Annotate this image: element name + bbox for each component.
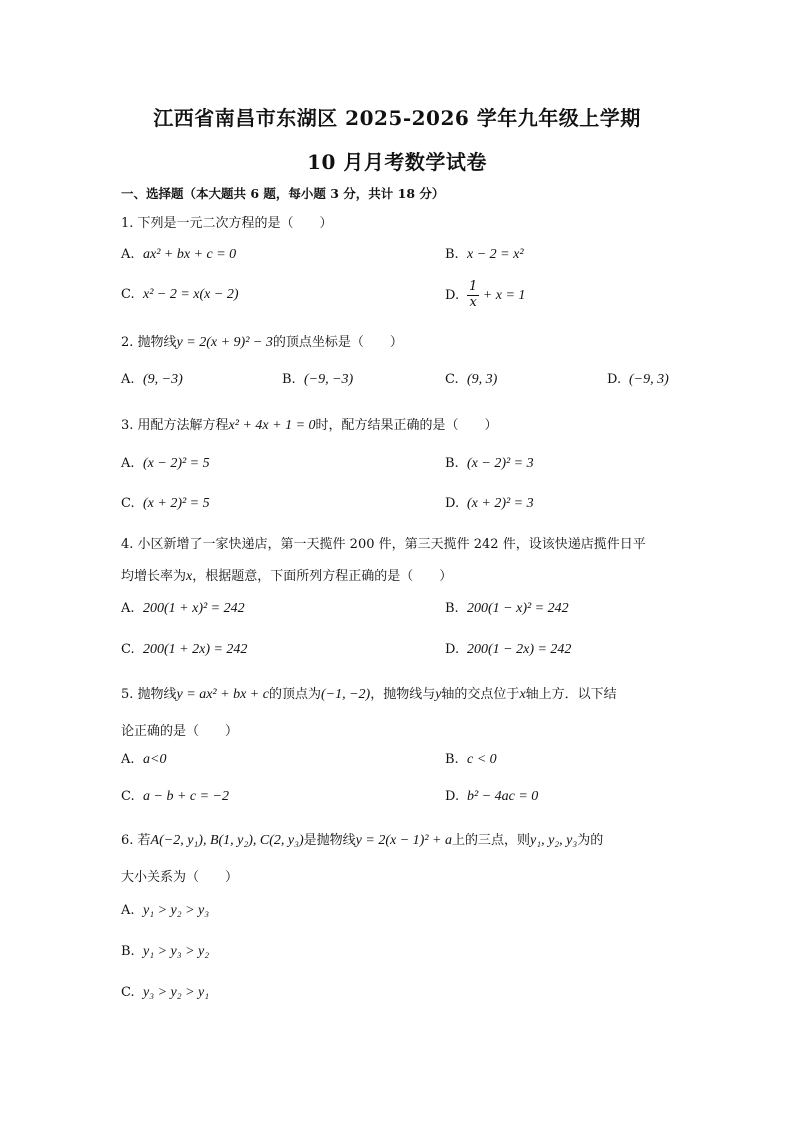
option-letter: C. [121,287,135,302]
question-3-stem: 3. 用配方法解方程x² + 4x + 1 = 0时，配方结果正确的是（ ） [121,418,498,433]
option-letter: B. [445,247,459,262]
q3-option-a[interactable]: A. (x − 2)² = 5 [121,456,210,471]
q2-option-c[interactable]: C. (9, 3) [445,372,498,387]
q1-option-a[interactable] [121,247,236,263]
q4-option-d[interactable]: D. 200(1 − 2x) = 242 [445,642,572,657]
option-letter: A. [121,247,135,262]
q3-option-c[interactable]: C. (x + 2)² = 5 [121,496,210,511]
question-2-stem: 2. 抛物线y = 2(x + 9)² − 3的顶点坐标是（ ） [121,335,403,350]
q5-option-b[interactable]: B. c < 0 [445,752,497,767]
q6-option-c[interactable]: C. y₃ > y₂ > y₁ [121,985,210,1000]
question-6-stem-line1: 6. 若A(−2, y₁), B(1, y₂), C(2, y₃)是抛物线y = 2(x − 1)² + a上的三点，则y₁, y₂, y₃为的 [121,833,604,848]
question-4-stem-line1: 4. 小区新增了一家快递店，第一天揽件 200 件，第三天揽件 242 件，设该快递店揽件日平 [121,537,646,552]
q5-option-c[interactable]: C. a − b + c = −2 [121,789,230,804]
question-5-stem-line1: 5. 抛物线y = ax² + bx + c的顶点为(−1, −2)，抛物线与y轴的交点位于x轴上方．以下结 [121,687,617,702]
q5-option-a[interactable]: A. a<0 [121,752,167,767]
question-6-stem-line2: 大小关系为（ ） [121,870,239,885]
q1-option-c[interactable] [121,287,239,303]
q2-option-b[interactable]: B. (−9, −3) [282,372,354,387]
exam-title-line2: 10 月月考数学试卷 [307,150,487,174]
question-1-stem: 1. 下列是一元二次方程的是（ ） [121,216,333,231]
q4-option-a[interactable]: A. 200(1 + x)² = 242 [121,601,245,616]
question-5-stem-line2: 论正确的是（ ） [121,724,239,739]
q1-option-d[interactable] [445,280,525,311]
option-text: x − 2 = x² [467,247,524,262]
q4-option-b[interactable]: B. 200(1 − x)² = 242 [445,601,569,616]
q2-option-d[interactable]: D. (−9, 3) [607,372,669,387]
q3-option-d[interactable]: D. (x + 2)² = 3 [445,496,534,511]
question-4-stem-line2: 均增长率为x，根据题意，下面所列方程正确的是（ ） [121,569,453,584]
option-text: + x = 1 [479,287,526,303]
exam-title-line1: 江西省南昌市东湖区 2025-2026 学年九年级上学期 [153,106,641,130]
option-letter: D. [445,287,460,303]
q1-option-b[interactable] [445,247,524,263]
q2-option-a[interactable]: A. (9, −3) [121,372,183,387]
fraction: $\frac{1}{x}$ [469,279,478,310]
option-text: ax² + bx + c = 0 [143,247,237,262]
q5-option-d[interactable]: D. b² − 4ac = 0 [445,789,539,804]
option-text: x² − 2 = x(x − 2) [143,287,239,302]
section-heading: 一、选择题（本大题共 6 题，每小题 3 分，共计 18 分） [121,186,445,201]
q4-option-c[interactable]: C. 200(1 + 2x) = 242 [121,642,248,657]
q3-option-b[interactable]: B. (x − 2)² = 3 [445,456,534,471]
q6-option-a[interactable]: A. y₁ > y₂ > y₃ [121,903,210,918]
q6-option-b[interactable]: B. y₁ > y₃ > y₂ [121,944,210,959]
